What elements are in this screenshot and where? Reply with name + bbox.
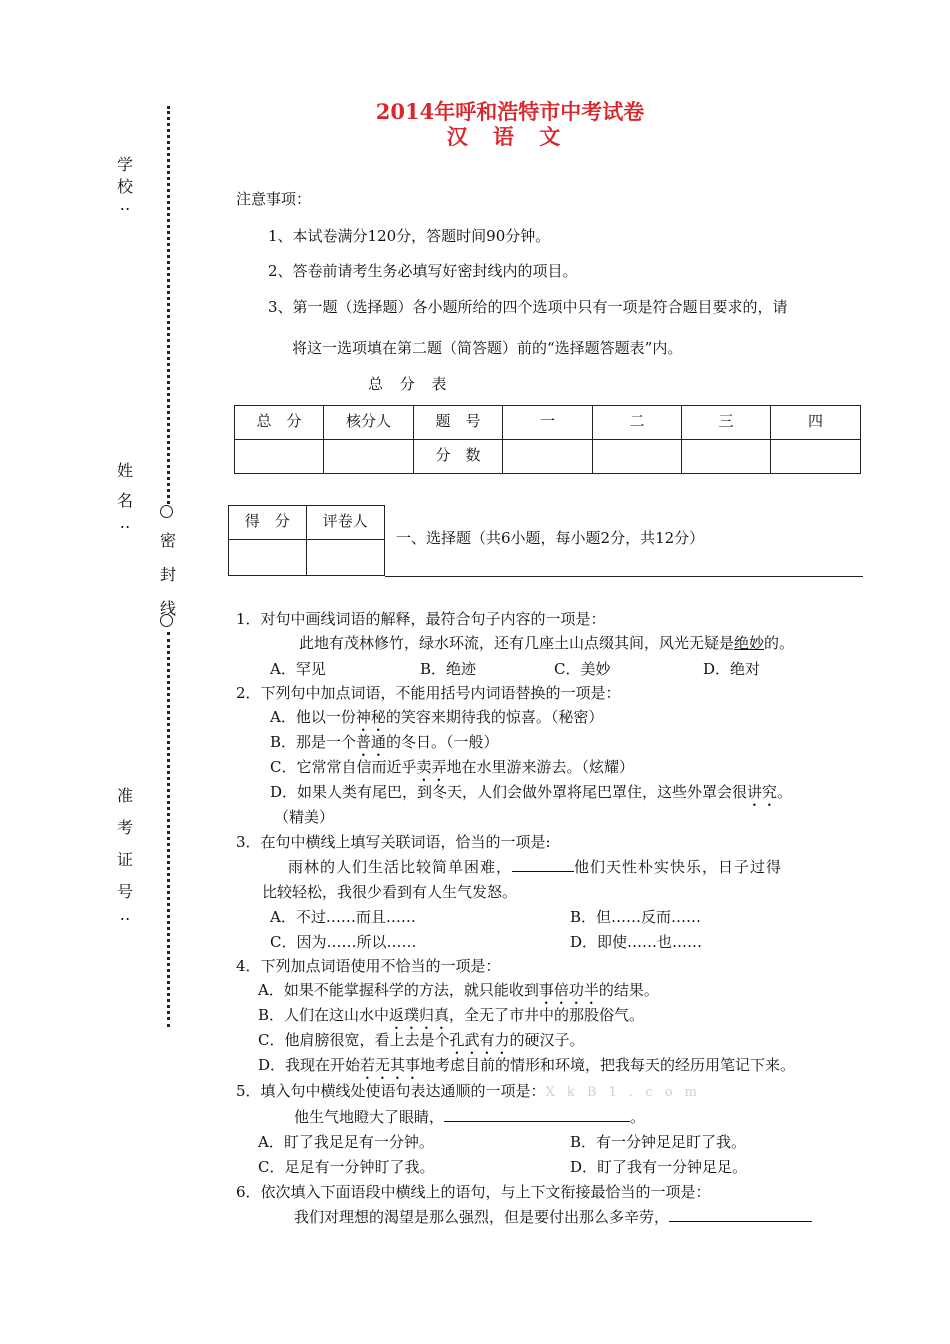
score-total-cell xyxy=(235,440,324,474)
q5-stem: 5．填入句中横线处使语句表达通顺的一项是：X k B 1 . c o m xyxy=(236,1082,701,1100)
q4-option-c: C．他肩膀很宽，看上去是个孔武有力的硬汉子。 xyxy=(258,1031,585,1049)
section1-score-box xyxy=(228,505,385,576)
exam-title: 2014年呼和浩特市中考试卷 xyxy=(375,99,645,124)
score-table xyxy=(234,405,861,474)
notice-item-3: 3、第一题（选择题）各小题所给的四个选项中只有一项是符合题目要求的，请 xyxy=(268,298,788,316)
score-cell-4 xyxy=(771,440,861,474)
q3-sentence-line2: 比较轻松，我很少看到有人生气发怒。 xyxy=(262,883,518,901)
score-table-header-1: 一 xyxy=(503,406,593,440)
name-label: 姓 名 ‥ xyxy=(116,461,133,532)
score-table-header-question-no: 题 号 xyxy=(414,406,503,440)
section1-grader-cell xyxy=(306,540,384,576)
q4-stem: 4．下列加点词语使用不恰当的一项是： xyxy=(236,957,501,975)
q5-option-c: C．足足有一分钟盯了我。 xyxy=(258,1158,435,1176)
q5-watermark: X k B 1 . c o m xyxy=(545,1085,701,1100)
subject-title: 汉 语 文 xyxy=(446,124,570,149)
q2-option-d-cont: （精美） xyxy=(274,808,335,826)
score-cell-2 xyxy=(593,440,682,474)
q2-option-a: A．他以一份神秘的笑容来期待我的惊喜。（秘密） xyxy=(270,708,604,726)
score-cell-1 xyxy=(503,440,593,474)
seal-line-label: 密 封 线 xyxy=(159,531,176,618)
q2-option-d: D．如果人类有尾巴，到冬天，人们会做外罩将尾巴罩住，这些外罩会很讲究。 xyxy=(270,783,793,801)
section1-score-cell xyxy=(229,540,307,576)
q3-option-b: B．但……反而…… xyxy=(570,908,702,926)
score-table-caption: 总 分 表 xyxy=(368,375,453,393)
notice-item-3-cont: 将这一选项填在第二题（简答题）前的“选择题答题表”内。 xyxy=(292,339,683,357)
score-table-header-3: 三 xyxy=(682,406,771,440)
q3-option-a: A．不过……而且…… xyxy=(270,908,416,926)
q5-option-b: B．有一分钟足足盯了我。 xyxy=(570,1133,747,1151)
seal-dotted-line-bottom xyxy=(167,632,170,1027)
q3-option-c: C．因为……所以…… xyxy=(270,933,417,951)
q5-option-a: A．盯了我足足有一分钟。 xyxy=(258,1133,434,1151)
school-label: 学 校 ‥ xyxy=(116,155,133,214)
seal-circle-bottom xyxy=(160,614,173,627)
q2-option-b: B．那是一个普通的冬日。（一般） xyxy=(270,733,499,751)
q1-option-c: C．美妙 xyxy=(554,660,611,678)
exam-number-label: 准 考 证 号 ‥ xyxy=(116,786,133,924)
q1-sentence: 此地有茂林修竹，绿水环流，还有几座土山点缀其间，风光无疑是绝妙的。 xyxy=(299,634,795,652)
notice-item-2: 2、答卷前请考生务必填写好密封线内的项目。 xyxy=(268,262,578,280)
q3-stem: 3．在句中横线上填写关联词语，恰当的一项是: xyxy=(236,833,551,851)
q2-stem: 2．下列句中加点词语，不能用括号内词语替换的一项是： xyxy=(236,684,621,702)
section1-grader-header: 评卷人 xyxy=(306,506,384,540)
q4-option-d: D．我现在开始若无其事地考虑目前的情形和环境，把我每天的经历用笔记下来。 xyxy=(258,1056,796,1074)
notice-heading: 注意事项： xyxy=(236,190,312,208)
q3-option-d: D．即使……也…… xyxy=(570,933,703,951)
score-table-header-2: 二 xyxy=(593,406,682,440)
score-table-header-4: 四 xyxy=(771,406,861,440)
score-row-label: 分 数 xyxy=(414,440,503,474)
q2-option-c: C．它常常自信而近乎卖弄地在水里游来游去。（炫耀） xyxy=(270,758,635,776)
q5-option-d: D．盯了我有一分钟足足。 xyxy=(570,1158,748,1176)
section1-rule xyxy=(385,576,863,577)
q6-blank xyxy=(669,1207,812,1222)
q4-option-b: B．人们在这山水中返璞归真，全无了市井中的那股俗气。 xyxy=(258,1006,645,1024)
q6-stem: 6．依次填入下面语段中横线上的语句，与上下文衔接最恰当的一项是： xyxy=(236,1183,711,1201)
q5-blank xyxy=(444,1107,630,1122)
score-cell-3 xyxy=(682,440,771,474)
seal-circle-top xyxy=(160,505,173,518)
section1-score-header: 得 分 xyxy=(229,506,307,540)
q6-sentence: 我们对理想的渴望是那么强烈，但是要付出那么多辛劳， xyxy=(294,1206,812,1227)
score-table-header-total: 总 分 xyxy=(235,406,324,440)
q1-underlined-word: 绝妙 xyxy=(734,634,765,652)
q3-sentence-line1: 雨林的人们生活比较简单困难， 他们天性朴实快乐，日子过得 xyxy=(288,858,783,876)
section1-title: 一、选择题（共6小题，每小题2分，共12分） xyxy=(396,529,705,547)
q5-sentence: 他生气地瞪大了眼睛， 。 xyxy=(294,1108,646,1126)
q3-blank xyxy=(512,857,574,872)
q4-option-a: A．如果不能掌握科学的方法，就只能收到事倍功半的结果。 xyxy=(258,981,659,999)
q1-option-b: B．绝迹 xyxy=(420,660,477,678)
score-table-header-checker: 核分人 xyxy=(324,406,414,440)
score-checker-cell xyxy=(324,440,414,474)
q1-option-a: A．罕见 xyxy=(270,660,326,678)
seal-dotted-line-top xyxy=(167,106,170,504)
q1-stem: 1．对句中画线词语的解释，最符合句子内容的一项是： xyxy=(236,610,606,628)
notice-item-1: 1、本试卷满分120分，答题时间90分钟。 xyxy=(268,227,551,245)
q1-option-d: D．绝对 xyxy=(703,660,761,678)
